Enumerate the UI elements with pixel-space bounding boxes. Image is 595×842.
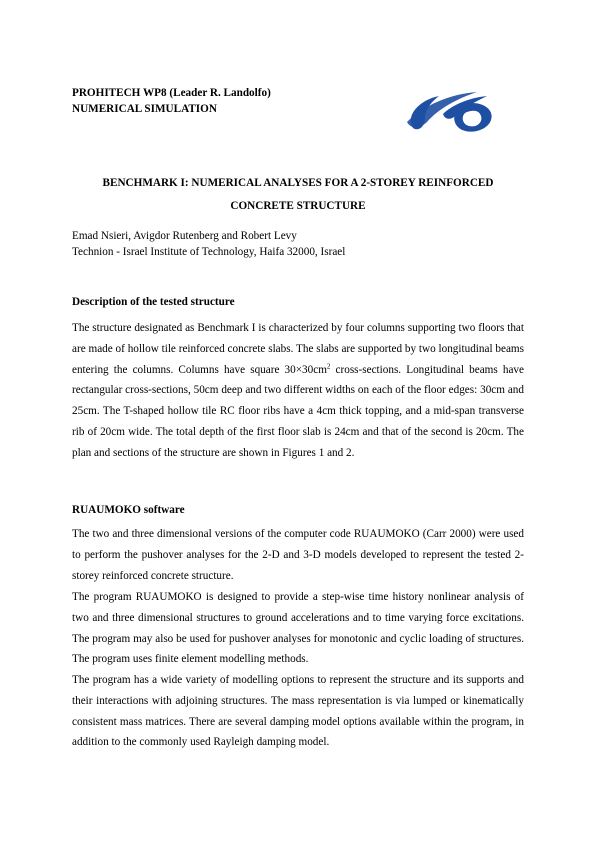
fp6-logo-icon [403, 86, 499, 136]
paragraph-ruaumoko-intro: The two and three dimensional versions of the computer code RUAUMOKO (Carr 2000) were used to perform the pushover analyses for the 2-D and 3-D models developed to represent the tested 2-storey reinforced concrete structure. [72, 528, 524, 582]
section-heading-ruaumoko: RUAUMOKO software [72, 504, 185, 516]
paragraph-text: The structure designated as Benchmark I is characterized by four columns supporting two floors that are made of hollow tile reinforced concrete slabs. The slabs are supported by two longitudinal beams entering the columns. Columns have square 30×30cm [72, 322, 524, 376]
title-line-2: CONCRETE STRUCTURE [230, 200, 366, 212]
subject-line: NUMERICAL SIMULATION [72, 102, 217, 115]
paragraph-ruaumoko-options: The program has a wide variety of modelling options to represent the structure and its supports and their interactions with adjoining structures. The mass representation is via lumped or kinematically consistent mass matrices. There are several damping model options available within the program, in addition to the commonly used Rayleigh damping model. [72, 674, 524, 749]
title-line-1: BENCHMARK I: NUMERICAL ANALYSES FOR A 2-STOREY REINFORCED [102, 177, 494, 189]
section-heading-description: Description of the tested structure [72, 296, 235, 308]
paragraph-ruaumoko-program: The program RUAUMOKO is designed to provide a step-wise time history nonlinear analysis of two and three dimensional structures to ground accelerations and to time varying force excitations. The program may also be used for pushover analyses for monotonic and cyclic loading of structures. The program uses finite element modelling methods. [72, 591, 524, 666]
superscript: 2 [326, 361, 331, 370]
author-names: Emad Nsieri, Avigdor Rutenberg and Robert Levy [72, 230, 297, 242]
project-line: PROHITECH WP8 (Leader R. Landolfo) [72, 87, 271, 99]
document-header [72, 86, 271, 117]
paper-title [72, 172, 524, 218]
paragraph-text: cross-sections. Longitudinal beams have rectangular cross-sections, 50cm deep and two different widths on each of the floor edges: 30cm and 25cm. The T-shaped hollow tile RC floor ribs have a 4cm thick topping, and a mid-span transverse rib of 20cm wide. The total depth of the first floor slab is 24cm and that of the second is 20cm. The plan and sections of the structure are shown in Figures 1 and 2. [72, 363, 524, 459]
paragraph-description [72, 318, 524, 464]
author-affiliation: Technion - Israel Institute of Technology, Haifa 32000, Israel [72, 245, 346, 258]
author-block [72, 229, 345, 260]
